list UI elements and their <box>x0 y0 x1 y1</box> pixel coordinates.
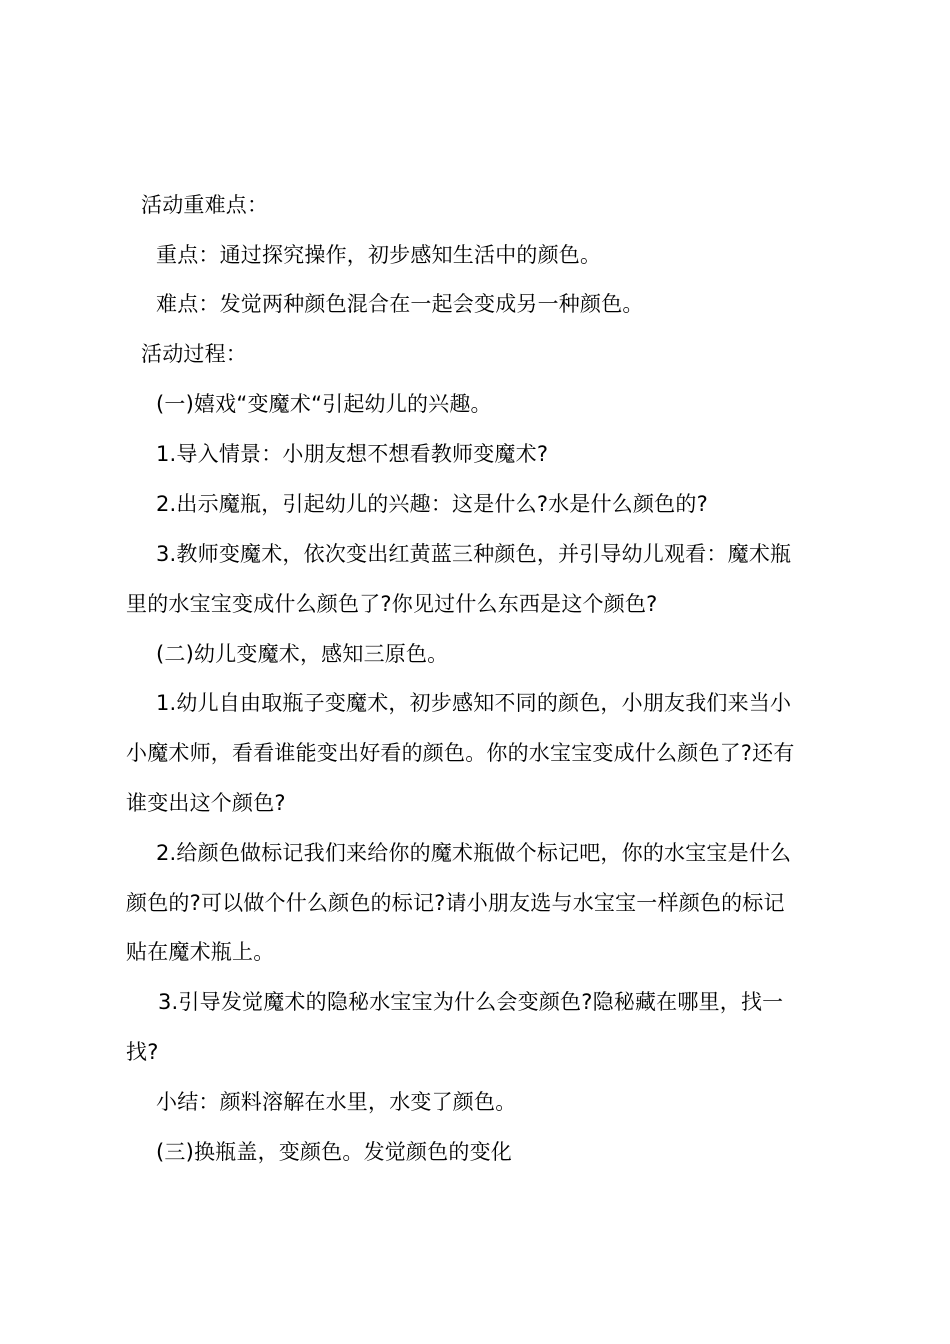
paragraph-key-point: 重点：通过探究操作，初步感知生活中的颜色。 <box>156 243 602 267</box>
heading-activity-process: 活动过程： <box>141 342 247 366</box>
step-1-2: 2.出示魔瓶，引起幼儿的兴趣：这是什么?水是什么颜色的? <box>156 492 708 516</box>
summary: 小结：颜料溶解在水里，水变了颜色。 <box>156 1090 517 1114</box>
step-2-2-line-3: 贴在魔术瓶上。 <box>126 940 275 964</box>
step-2-1-line-2: 小魔术师，看看谁能变出好看的颜色。你的水宝宝变成什么颜色了?还有 <box>126 741 795 765</box>
step-2-3-line-2: 找? <box>126 1040 159 1064</box>
step-2-2-line-1: 2.给颜色做标记我们来给你的魔术瓶做个标记吧，你的水宝宝是什么 <box>156 841 792 865</box>
heading-key-points: 活动重难点： <box>141 193 269 217</box>
step-1-3-line-2: 里的水宝宝变成什么颜色了?你见过什么东西是这个颜色? <box>126 592 658 616</box>
step-1-1: 1.导入情景：小朋友想不想看教师变魔术? <box>156 442 549 466</box>
step-2-1-line-1: 1.幼儿自由取瓶子变魔术，初步感知不同的颜色，小朋友我们来当小 <box>156 691 792 715</box>
section-one-title: (一)嬉戏“变魔术“引起幼儿的兴趣。 <box>156 392 492 416</box>
step-2-2-line-2: 颜色的?可以做个什么颜色的标记?请小朋友选与水宝宝一样颜色的标记 <box>126 891 785 915</box>
step-2-1-line-3: 谁变出这个颜色? <box>126 791 286 815</box>
section-three-title: (三)换瓶盖，变颜色。发觉颜色的变化 <box>156 1140 512 1164</box>
step-2-3-line-1: 3.引导发觉魔术的隐秘水宝宝为什么会变颜色?隐秘藏在哪里，找一 <box>158 990 784 1014</box>
paragraph-difficult-point: 难点：发觉两种颜色混合在一起会变成另一种颜色。 <box>156 292 644 316</box>
section-two-title: (二)幼儿变魔术，感知三原色。 <box>156 642 449 666</box>
step-1-3-line-1: 3.教师变魔术，依次变出红黄蓝三种颜色，并引导幼儿观看：魔术瓶 <box>156 542 792 566</box>
